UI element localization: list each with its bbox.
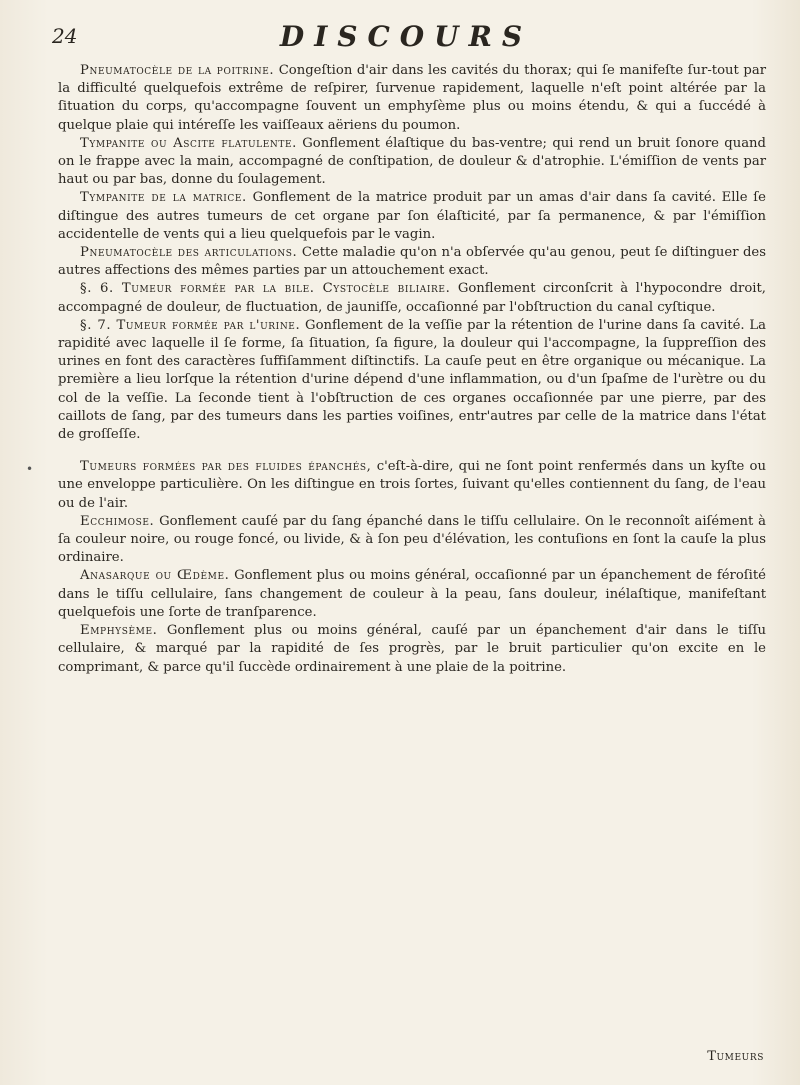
entry-head: Ecchimose.: [80, 513, 155, 529]
paragraph: [58, 567, 766, 622]
entry-head: §. 7. Tumeur formée par l'urine.: [80, 317, 301, 333]
entry-head: Emphysème.: [80, 623, 158, 639]
entry-head: Pneumatocèle de la poitrine.: [80, 63, 275, 78]
paragraph: [58, 244, 766, 280]
entry-text: Cette maladie qu'on n'a obſervée qu'au genou, peut ſe diſtinguer des autres affections des mêmes parties par un attouchement exact.: [58, 245, 767, 279]
entry-head: Tumeurs formées par des fluides épanchés,: [80, 459, 372, 475]
page-body: [58, 62, 766, 677]
entry-head: §. 6. Tumeur formée par la bile. Cystocèle biliaire.: [80, 281, 451, 297]
catchword: Tumeurs: [707, 1049, 764, 1064]
entry-text: Gonflement plus ou moins général, cauſé par un épanchement d'air dans le tiſſu cellulaire, & marqué par la rapidité de ſes progrès, par le bruit particulier qu'on excite en le comprimant, & parce qu'il ſuccède ordinairement à une plaie de la poitrine.: [58, 623, 766, 675]
entry-head: Tympanite ou Ascite flatulente.: [80, 135, 297, 151]
page-header: [52, 20, 760, 60]
entry-head: Pneumatocèle des articulations.: [80, 245, 298, 261]
margin-mark: •: [26, 462, 34, 476]
paragraph: [58, 135, 766, 190]
paragraph: [58, 62, 766, 135]
paragraph: [58, 280, 766, 316]
entry-text: Gonflement de la matrice produit par un amas d'air dans ſa cavité. Elle ſe diſtingue des autres tumeurs de cet organe par ſon élaſticité, par ſa permanence, & par l'émiſſion accidentelle de vents qui a lieu quelquefois par le vagin.: [58, 190, 766, 242]
entry-text: Congeſtion d'air dans les cavités du thorax; qui ſe manifeſte ſur-tout par la difficulté quelquefois extrême de reſpirer, ſurvenue rapidement, laquelle n'eſt point altérée par la ſituation du corps, qu'accompagne ſouvent un emphyſème plus ou moins étendu, & qui a ſuccédé à quelque plaie qui intéreſſe les vaiſſeaux aëriens du poumon.: [58, 63, 766, 133]
paragraph: [58, 622, 766, 677]
entry-text: Gonflement cauſé par du ſang épanché dans le tiſſu cellulaire. On le reconnoît aiſément à ſa couleur noire, ou rouge foncé, ou livide, & à ſon peu d'élévation, les contuſions en ſont la cauſe la plus ordinaire.: [58, 513, 766, 566]
entry-text: c'eſt-à-dire, qui ne ſont point renfermés dans un kyſte ou une enveloppe particulière. On les diſtingue en trois ſortes, ſuivant qu'elles contiennent du ſang, de l'eau ou de l'air.: [58, 459, 766, 511]
running-title: DISCOURS: [279, 20, 533, 53]
paragraph: [58, 317, 766, 444]
entry-text: Gonflement de la veſſie par la rétention de l'urine dans ſa cavité. La rapidité avec laquelle il ſe forme, ſa ſituation, ſa figure, la douleur qui l'accompagne, la ſuppreſſion des urines en font des caractères ſuffiſamment diſtinctifs. La cauſe peut en être organique ou mécanique. La première a lieu lorſque la rétention d'urine dépend d'une inflammation, ou d'un ſpaſme de l'urètre ou du col de la veſſie. La ſeconde tient à l'obſtruction de ces organes occaſionnée par une pierre, par des caillots de ſang, par des tumeurs dans les parties voiſines, entr'autres par celle de la matrice dans l'état de groſſeſſe.: [58, 317, 766, 443]
paragraph: [58, 513, 766, 568]
paragraph: [58, 458, 766, 513]
paragraph: [58, 189, 766, 244]
entry-text: Gonflement circonſcrit à l'hypocondre droit, accompagné de douleur, de fluctuation, de jauniſſe, occaſionné par l'obſtruction du canal cyſtique.: [58, 281, 766, 315]
entry-text: Gonflement plus ou moins général, occaſionné par un épanchement de féroſité dans le tiſſu cellulaire, ſans changement de couleur à la peau, ſans douleur, inélaſtique, manifeſtant quelquefois une ſorte de tranſparence.: [58, 568, 766, 620]
entry-head: Anasarque ou Œdème.: [80, 568, 230, 584]
entry-text: Gonflement élaſtique du bas-ventre; qui rend un bruit ſonore quand on le frappe avec la main, accompagné de conſtipation, de douleur & d'atrophie. L'émiſſion de vents par haut ou par bas, donne du ſoulagement.: [58, 135, 766, 188]
page-number: 24: [52, 24, 78, 48]
entry-head: Tympanite de la matrice.: [80, 190, 247, 206]
